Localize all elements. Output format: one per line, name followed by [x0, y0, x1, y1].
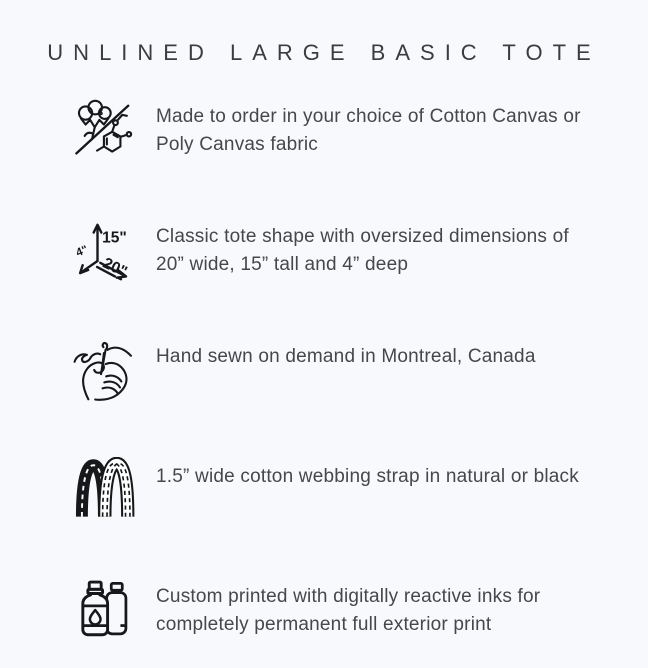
cotton-vs-poly-icon — [70, 97, 136, 163]
feature-row-fabric — [0, 97, 648, 163]
feature-row-handsewn — [0, 337, 648, 403]
feature-text-inks: Custom printed with digitally reactive inks for completely permanent full exterior print — [156, 586, 541, 635]
page-title: UNLINED LARGE BASIC TOTE — [47, 40, 601, 65]
feature-row-strap — [0, 457, 648, 523]
dim-tall-label: 15" — [102, 229, 127, 247]
dim-wide-label: 20" — [100, 254, 130, 281]
hand-sewing-icon — [70, 337, 136, 403]
feature-row-inks — [0, 577, 648, 643]
dim-deep-label: 4" — [74, 243, 90, 260]
feature-text-handsewn: Hand sewn on demand in Montreal, Canada — [156, 346, 536, 367]
feature-row-dimensions — [0, 217, 648, 283]
feature-text-strap: 1.5” wide cotton webbing strap in natural or black — [156, 466, 579, 487]
feature-text-fabric: Made to order in your choice of Cotton Canvas or Poly Canvas fabric — [156, 106, 581, 155]
feature-list — [0, 97, 648, 643]
ink-bottles-icon — [70, 577, 136, 643]
webbing-straps-icon — [70, 457, 136, 523]
dimensions-arrows-icon — [70, 217, 136, 283]
feature-text-dimensions: Classic tote shape with oversized dimensions of 20” wide, 15” tall and 4” deep — [156, 226, 569, 275]
